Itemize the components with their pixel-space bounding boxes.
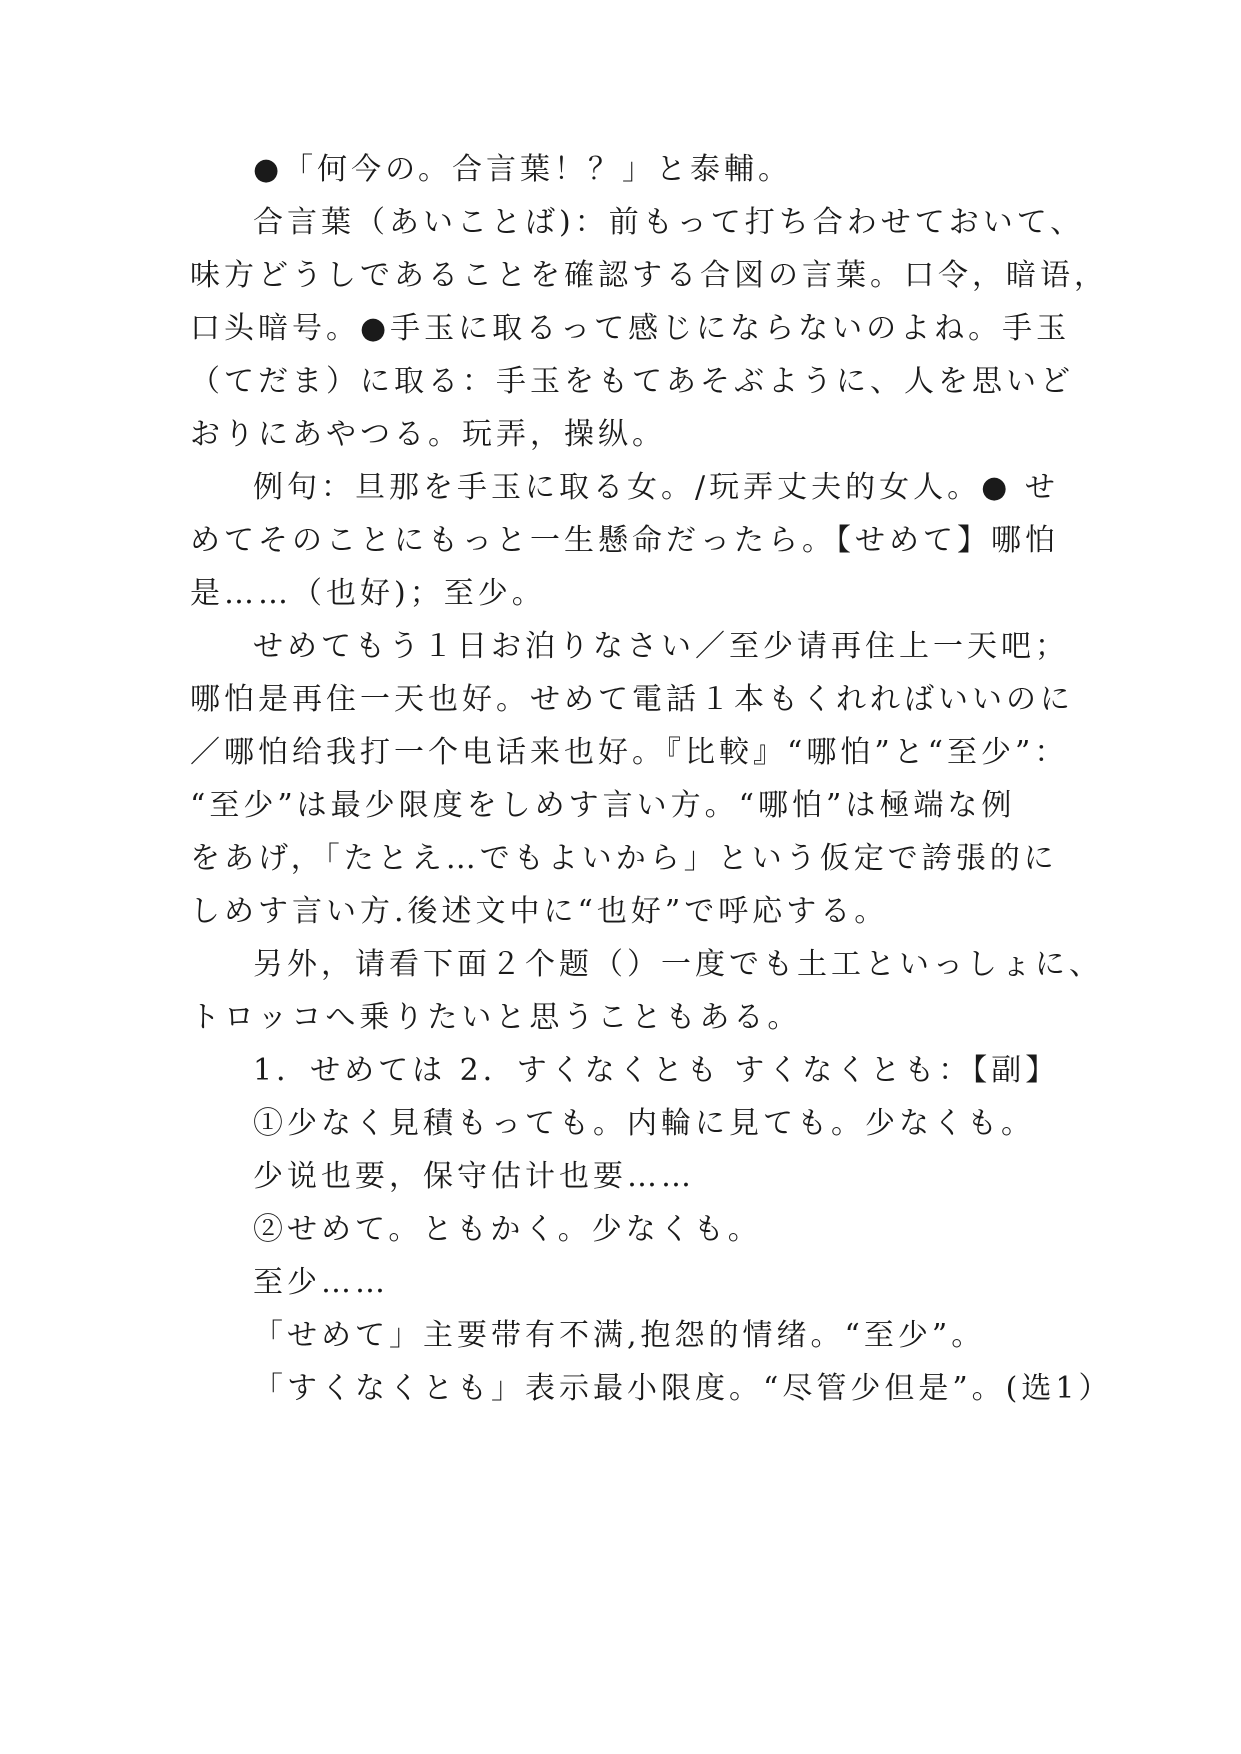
text-line: トロッコへ乗りたいと思うこともある。 — [190, 1000, 802, 1035]
text-line: めてそのことにもっと一生懸命だったら。【せめて】哪怕 — [190, 523, 1059, 558]
text-line: ●「何今の。合言葉！？」と泰輔。 — [253, 152, 792, 187]
text-line: 口头暗号。●手玉に取るって感じにならないのよね。手玉 — [190, 311, 1071, 346]
text-line: 另外，请看下面２个题（）一度でも土工といっしょに、 — [253, 947, 1103, 982]
text-line: 是……（也好)；至少。 — [190, 576, 546, 611]
text-line: 味方どうしであることを確認する合図の言葉。口令，暗语， — [190, 258, 1108, 293]
text-line: 合言葉（あいことば)：前もって打ち合わせておいて、 — [253, 205, 1085, 240]
text-line: しめす言い方.後述文中に“也好”で呼応する。 — [190, 894, 889, 929]
text-line: 「せめて」主要带有不满,抱怨的情绪。“至少”。 — [253, 1318, 986, 1353]
text-line: せめてもう１日お泊りなさい／至少请再住上一天吧； — [253, 629, 1069, 664]
text-line: 「すくなくとも」表示最小限度。“尽管少但是”。(选1） — [253, 1371, 1113, 1406]
text-line: ②せめて。ともかく。少なくも。 — [253, 1212, 762, 1247]
text-line: ／哪怕给我打一个电话来也好。『比較』“哪怕”と“至少”： — [190, 735, 1069, 770]
text-line: おりにあやつる。玩弄，操纵。 — [190, 417, 666, 452]
text-line: 例句：旦那を手玉に取る女。/玩弄丈夫的女人。● せ — [253, 470, 1059, 505]
text-line: 少说也要，保守估计也要…… — [253, 1159, 695, 1194]
text-line: 哪怕是再住一天也好。せめて電話１本もくれればいいのに — [190, 682, 1074, 717]
text-line: 至少…… — [253, 1265, 389, 1300]
text-line: “至少”は最少限度をしめす言い方。“哪怕”は極端な例 — [190, 788, 1016, 823]
text-line: （てだま）に取る：手玉をもてあそぶように、人を思いど — [190, 364, 1074, 399]
text-line: ①少なく見積もっても。内輪に見ても。少なくも。 — [253, 1106, 1035, 1141]
text-line: 1．せめては 2．すくなくとも すくなくとも：【副】 — [253, 1053, 1060, 1088]
text-line: をあげ，「たとえ…でもよいから」という仮定で誇張的に — [190, 841, 1058, 876]
